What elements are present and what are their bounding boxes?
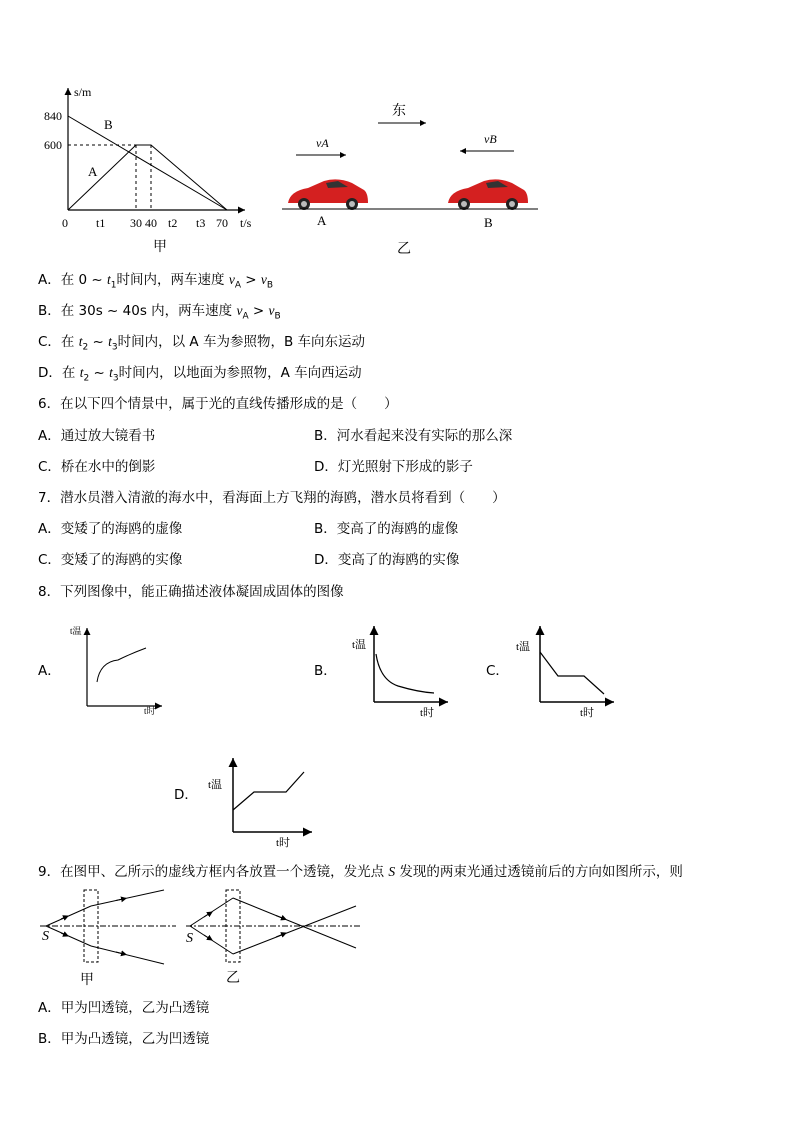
curve-a (97, 648, 146, 682)
y-tick-840: 840 (44, 109, 62, 123)
curve-d (233, 772, 304, 810)
q8-option-d-label[interactable]: D． (174, 787, 198, 803)
car-A-icon (288, 179, 368, 210)
q8-option-a-label[interactable]: A． (38, 663, 61, 679)
q9-option-b[interactable]: B．甲为凸透镜，乙为凹透镜 (38, 1031, 210, 1047)
q8-d-xlabel: t时 (276, 837, 291, 849)
curve-c (540, 652, 604, 694)
vB-label: vB (484, 132, 497, 146)
curve-b (376, 654, 434, 693)
q8-d-ylabel: t温 (208, 779, 223, 791)
q8-c-ylabel: t温 (516, 641, 531, 653)
q5-option-d[interactable]: D．在 $t_2$ ~ $t_3$时间内，以地面为参照物，A 车向西运动 (38, 365, 362, 384)
q5-option-b[interactable]: B．在 30s ~ 40s 内，两车速度 $v_A > v_B$ (38, 303, 281, 322)
x-axis-label: t/s (240, 216, 252, 230)
q8-graph-d[interactable] (206, 756, 316, 852)
y-axis-label: s/m (74, 85, 92, 99)
q6-option-a[interactable]: A．通过放大镜看书 (38, 428, 156, 444)
q8-a-xlabel: t时 (144, 706, 156, 716)
vA-label: vA (316, 136, 329, 150)
y-tick-600: 600 (44, 138, 62, 152)
q8-b-ylabel: t温 (352, 639, 367, 651)
q8-c-xlabel: t时 (580, 707, 595, 719)
q8-a-ylabel: t温 (70, 626, 82, 636)
cars-figure (280, 95, 550, 265)
q8-graph-a[interactable] (70, 622, 170, 717)
q9-stem: 9．在图甲、乙所示的虚线方框内各放置一个透镜，发光点 S 发现的两束光通过透镜前后的方向如图所示，则 (38, 864, 683, 880)
q7-option-d[interactable]: D．变高了的海鸥的实像 (314, 552, 460, 568)
line-B (68, 116, 227, 210)
st-graph (30, 80, 270, 260)
east-label: 东 (392, 104, 406, 119)
q5-option-a[interactable]: A．在 0 ~ $t_1$时间内，两车速度 $v_A > v_B$ (38, 272, 274, 291)
point-S-yi: S (186, 931, 193, 946)
q7-option-a[interactable]: A．变矮了的海鸥的虚像 (38, 521, 183, 537)
caption-yi-q9: 乙 (226, 971, 240, 986)
caption-jia: 甲 (153, 240, 167, 255)
q9-lens-figure (36, 886, 366, 994)
q8-graph-c[interactable] (514, 622, 618, 722)
q8-stem: 8．下列图像中，能正确描述液体凝固成固体的图像 (38, 584, 344, 600)
q7-stem: 7．潜水员潜入清澈的海水中，看海面上方飞翔的海鸥，潜水员将看到（ ） (38, 490, 506, 506)
x-tick-t1: t1 (96, 216, 106, 230)
x-tick-0: 0 (62, 216, 68, 230)
car-A-label: A (317, 213, 327, 228)
q8-graph-b[interactable] (350, 622, 450, 722)
q8-b-xlabel: t时 (420, 707, 435, 719)
point-S-jia: S (42, 929, 49, 944)
q9-option-a[interactable]: A．甲为凹透镜，乙为凸透镜 (38, 1000, 210, 1016)
q6-option-d[interactable]: D．灯光照射下形成的影子 (314, 459, 473, 475)
q6-stem: 6．在以下四个情景中，属于光的直线传播形成的是（ ） (38, 396, 398, 412)
q7-option-b[interactable]: B．变高了的海鸥的虚像 (314, 521, 459, 537)
x-tick-t3: t3 (196, 216, 206, 230)
q7-option-c[interactable]: C．变矮了的海鸥的实像 (38, 552, 183, 568)
x-tick-3040: 30 40 (130, 216, 157, 230)
caption-yi: 乙 (397, 242, 411, 257)
q6-option-c[interactable]: C．桥在水中的倒影 (38, 459, 156, 475)
q8-option-c-label[interactable]: C． (486, 663, 509, 679)
x-tick-70: 70 (216, 216, 228, 230)
q8-option-b-label[interactable]: B． (314, 663, 337, 679)
caption-jia-q9: 甲 (80, 973, 94, 988)
car-B-label: B (484, 215, 493, 230)
car-B-icon (448, 179, 528, 210)
x-tick-t2: t2 (168, 216, 178, 230)
label-B: B (104, 117, 113, 132)
q6-option-b[interactable]: B．河水看起来没有实际的那么深 (314, 428, 513, 444)
label-A: A (88, 164, 98, 179)
q5-option-c[interactable]: C．在 $t_2$ ~ $t_3$时间内，以 A 车为参照物，B 车向东运动 (38, 334, 365, 353)
